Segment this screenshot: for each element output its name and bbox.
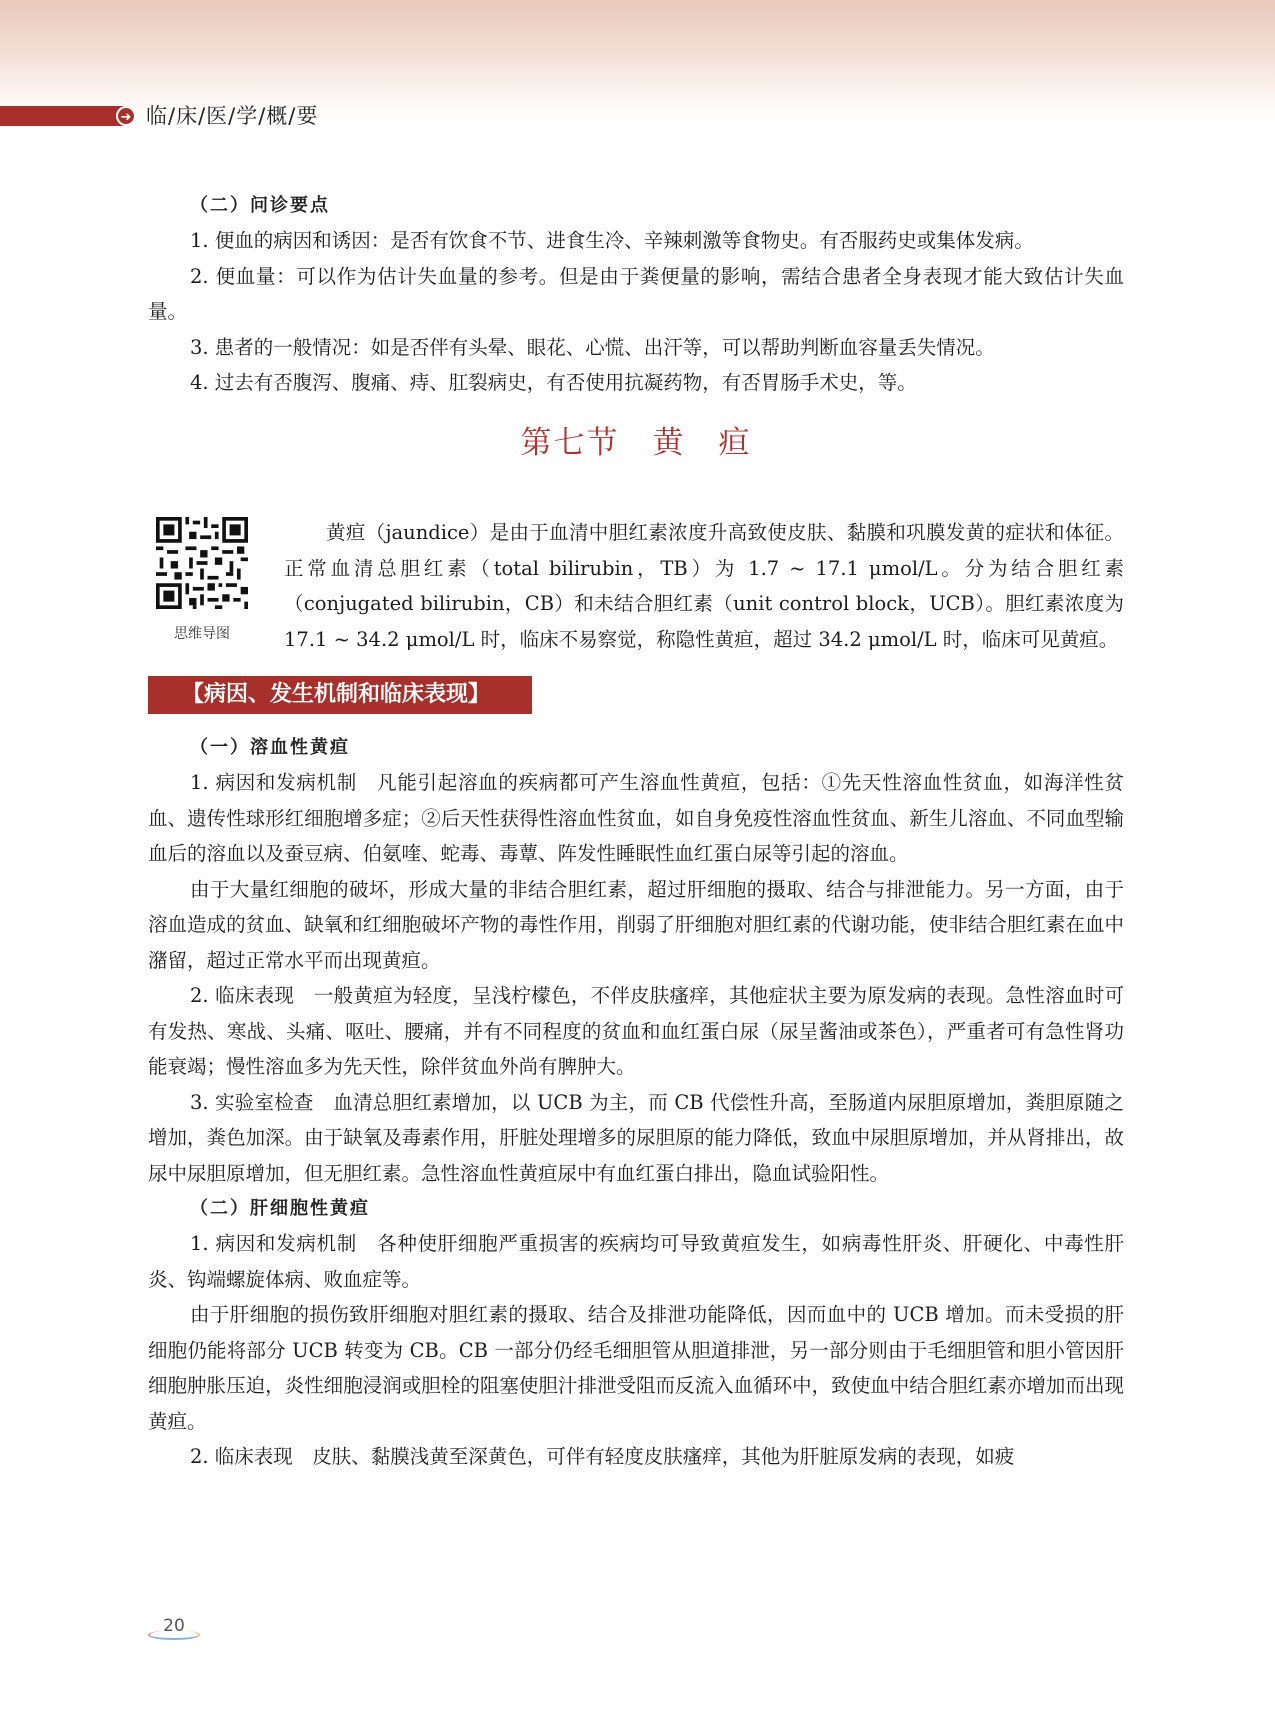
hepatocellular-paragraph: 1. 病因和发病机制 各种使肝细胞严重损害的疾病均可导致黄疸发生，如病毒性肝炎、肝硬化、中毒性肝炎、钩端螺旋体病、败血症等。: [148, 1232, 1124, 1291]
arrow-right-circle-icon: ➜: [116, 106, 136, 126]
inquiry-item: 2. 便血量：可以作为估计失血量的参考。但是由于粪便量的影响，需结合患者全身表现才能大致估计失血量。: [148, 264, 1124, 323]
hemolytic-paragraph: 由于大量红细胞的破坏，形成大量的非结合胆红素，超过肝细胞的摄取、结合与排泄能力。另一方面，由于溶血造成的贫血、缺氧和红细胞破坏产物的毒性作用，削弱了肝细胞对胆红素的代谢功能，使非结合胆红素在血中潴留，超过正常水平而出现黄疸。: [148, 877, 1124, 972]
inquiry-heading: （二）问诊要点: [190, 195, 330, 216]
hemolytic-paragraph: 1. 病因和发病机制 凡能引起溶血的疾病都可产生溶血性黄疸，包括：①先天性溶血性贫血，如海洋性贫血、遗传性球形红细胞增多症；②后天性获得性溶血性贫血，如自身免疫性溶血性贫血、新生儿溶血、不同血型输血后的溶血以及蚕豆病、伯氨喹、蛇毒、毒蕈、阵发性睡眠性血红蛋白尿等引起的溶血。: [148, 771, 1124, 865]
page-number-text: 20: [163, 1616, 185, 1636]
topic-banner: 【病因、发生机制和临床表现】: [148, 676, 532, 714]
page-number: [148, 1616, 200, 1640]
qr-code-icon[interactable]: [156, 517, 248, 609]
inquiry-item: 1. 便血的病因和诱因：是否有饮食不节、进食生冷、辛辣刺激等食物史。有否服药史或集体发病。: [190, 229, 1034, 252]
hemolytic-paragraph: 3. 实验室检查 血清总胆红素增加，以 UCB 为主，而 CB 代偿性升高，至肠道内尿胆原增加，粪胆原随之增加，粪色加深。由于缺氧及毒素作用，肝脏处理增多的尿胆原的能力降低，致血中尿胆原增加，并从肾排出，故尿中尿胆原增加，但无胆红素。急性溶血性黄疸尿中有血红蛋白排出，隐血试验阳性。: [148, 1090, 1124, 1185]
hemolytic-heading: （一）溶血性黄疸: [190, 737, 350, 758]
hemolytic-paragraph: 2. 临床表现 一般黄疸为轻度，呈浅柠檬色，不伴皮肤瘙痒，其他症状主要为原发病的表现。急性溶血时可有发热、寒战、头痛、呕吐、腰痛，并有不同程度的贫血和血红蛋白尿（尿呈酱油或茶色），严重者可有急性肾功能衰竭；慢性溶血多为先天性，除伴贫血外尚有脾肿大。: [148, 984, 1124, 1078]
section-title: 第七节 黄 疸: [520, 424, 752, 461]
hemolytic-block: [148, 730, 1124, 1475]
intro-paragraph: 黄疸（jaundice）是由于血清中胆红素浓度升高致使皮肤、黏膜和巩膜发黄的症状和体征。正常血清总胆红素（total bilirubin，TB）为 1.7 ~ 17.1 μmol/L。分为结合胆红素（conjugated bilirubin，CB）和未结合胆红素（unit control block，UCB）。胆红素浓度为 17.1 ~ 34.2 μmol/L 时，临床不易察觉，称隐性黄疸，超过 34.2 μmol/L 时，临床可见黄疸。: [284, 521, 1124, 651]
hepatocellular-paragraph: 由于肝细胞的损伤致肝细胞对胆红素的摄取、结合及排泄功能降低，因而血中的 UCB 增加。而未受损的肝细胞仍能将部分 UCB 转变为 CB。CB 一部分仍经毛细胆管从胆道排泄，另一部分则由于毛细胆管和胆小管因肝细胞肿胀压迫，炎性细胞浸润或胆栓的阻塞使胆汁排泄受阻而反流入血循环中，致使血中结合胆红素亦增加而出现黄疸。: [148, 1303, 1124, 1433]
hepatocellular-paragraph: 2. 临床表现 皮肤、黏膜浅黄至深黄色，可伴有轻度皮肤瘙痒，其他为肝脏原发病的表现，如疲: [190, 1445, 1015, 1468]
header-bar: [0, 106, 128, 126]
hepatocellular-heading: （二）肝细胞性黄疸: [190, 1198, 370, 1219]
qr-code-block[interactable]: [148, 517, 256, 643]
section-intro: [284, 515, 1124, 657]
inquiry-item: 3. 患者的一般情况：如是否伴有头晕、眼花、心慌、出汗等，可以帮助判断血容量丢失情况。: [190, 335, 995, 359]
inquiry-block: [148, 188, 1124, 473]
book-title: 临/床/医/学/概/要: [146, 104, 319, 128]
qr-label: 思维导图: [174, 626, 230, 642]
inquiry-item: 4. 过去有否腹泻、腹痛、痔、肛裂病史，有否使用抗凝药物，有否胃肠手术史，等。: [190, 371, 917, 394]
